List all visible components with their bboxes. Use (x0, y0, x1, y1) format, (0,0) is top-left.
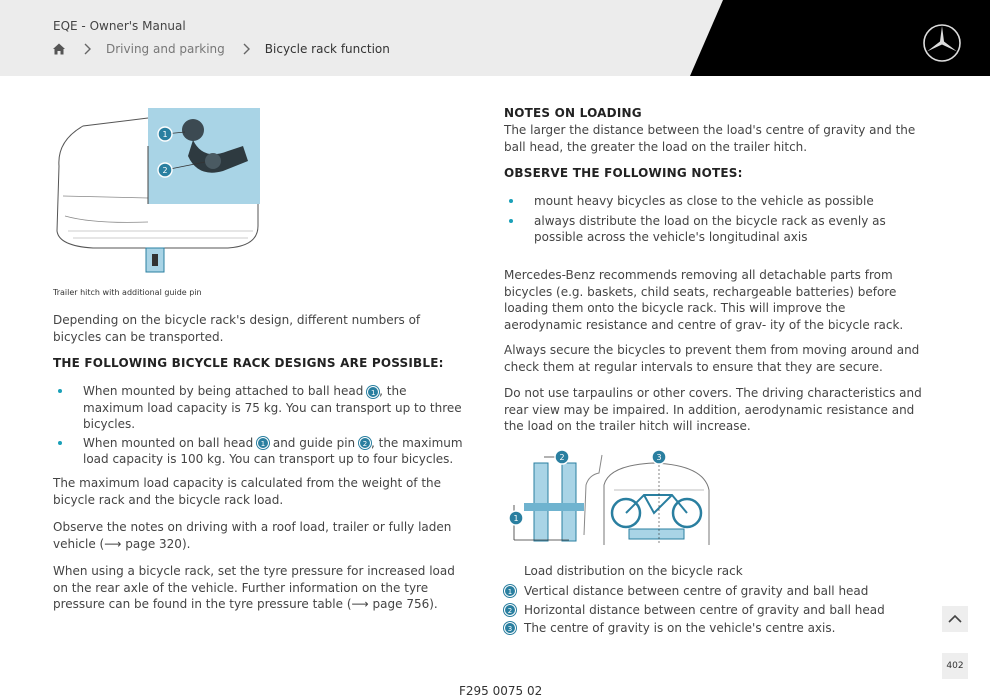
tyre-pressure-paragraph: When using a bicycle rack, set the tyre pressure for increased load on the rear axle of the vehicle. Further information on the tyre pressure can be found in the tyre pressure table (⟶ page 756). (53, 564, 455, 611)
svg-text:3: 3 (656, 453, 662, 462)
recommendation-paragraph: Mercedes-Benz recommends removing all detachable parts from bicycles (e.g. baskets, child seats, rechargeable batteries) before loading them onto the bicycle rack. This will improve the aerodynamic resistance and centre of grav- ity of the bicycle rack. (504, 268, 904, 332)
covers-paragraph: Do not use tarpaulins or other covers. The driving characteristics and rear view may be impaired. In addition, aerodynamic resistance and the load on the trailer hitch will increase. (504, 386, 922, 433)
chevron-right-icon (241, 42, 251, 56)
home-icon[interactable] (52, 42, 66, 56)
observe-heading: OBSERVE THE FOLLOWING NOTES: (504, 166, 743, 180)
mercedes-star-logo[interactable] (922, 23, 962, 63)
notes-heading: NOTES ON LOADING (504, 106, 642, 120)
breadcrumb-link-driving[interactable]: Driving and parking (106, 42, 225, 56)
callout-1-icon: 1 (257, 437, 269, 449)
observe-paragraph: Observe the notes on driving with a roof load, trailer or fully laden vehicle (⟶ page 320). (53, 520, 452, 551)
load-distribution-caption: Load distribution on the bicycle rack (524, 564, 743, 578)
legend-item: 2 Horizontal distance between centre of gravity and ball head (504, 601, 885, 620)
breadcrumb-current: Bicycle rack function (264, 42, 390, 56)
svg-text:2: 2 (162, 166, 168, 175)
legend-item: 1 Vertical distance between centre of gravity and ball head (504, 582, 885, 601)
list-item: always distribute the load on the bicycle rack as evenly as possible across the vehicle's longitudinal axis (504, 213, 924, 246)
load-distribution-illustration (504, 445, 714, 555)
manual-title: EQE - Owner's Manual (53, 19, 186, 33)
page-number: 402 (942, 653, 968, 679)
list-item: When mounted by being attached to ball head 1 , the maximum load capacity is 75 kg. You can transport up to three bicycles. (53, 383, 468, 433)
trailer-hitch-illustration (53, 106, 263, 276)
notes-list (504, 193, 924, 249)
load-distance-paragraph: The larger the distance between the load's centre of gravity and the ball head, the greater the load on the trailer hitch. (504, 123, 916, 154)
chevron-up-icon (948, 614, 962, 624)
legend-list (504, 582, 885, 638)
callout-2-icon: 2 (359, 437, 371, 449)
svg-text:1: 1 (162, 130, 168, 139)
figure-code: F295 0075 02 (459, 684, 543, 698)
scroll-to-top-button[interactable] (942, 606, 968, 632)
legend-item: 3 The centre of gravity is on the vehicle's centre axis. (504, 619, 885, 638)
secure-paragraph: Always secure the bicycles to prevent them from moving around and check them at regular intervals to ensure that they are secure. (504, 343, 920, 374)
breadcrumb (52, 42, 390, 56)
designs-list (53, 383, 468, 470)
designs-heading: THE FOLLOWING BICYCLE RACK DESIGNS ARE POSSIBLE: (53, 356, 444, 370)
image-caption: Trailer hitch with additional guide pin (53, 288, 202, 297)
chevron-right-icon (82, 42, 92, 56)
intro-paragraph: Depending on the bicycle rack's design, different numbers of bicycles can be transported. (53, 313, 421, 344)
max-load-paragraph: The maximum load capacity is calculated from the weight of the bicycle rack and the bicycle rack load. (53, 476, 442, 507)
page-header (0, 0, 990, 76)
callout-1-icon: 1 (367, 386, 379, 398)
callout-1-icon: 1 (504, 585, 516, 597)
callout-3-icon: 3 (504, 622, 516, 634)
list-item: mount heavy bicycles as close to the vehicle as possible (504, 193, 924, 210)
svg-text:1: 1 (513, 514, 519, 523)
callout-2-icon: 2 (504, 604, 516, 616)
list-item: When mounted on ball head 1 and guide pin 2 , the maximum load capacity is 100 kg. You can transport up to four bicycles. (53, 435, 468, 468)
svg-text:2: 2 (559, 453, 565, 462)
